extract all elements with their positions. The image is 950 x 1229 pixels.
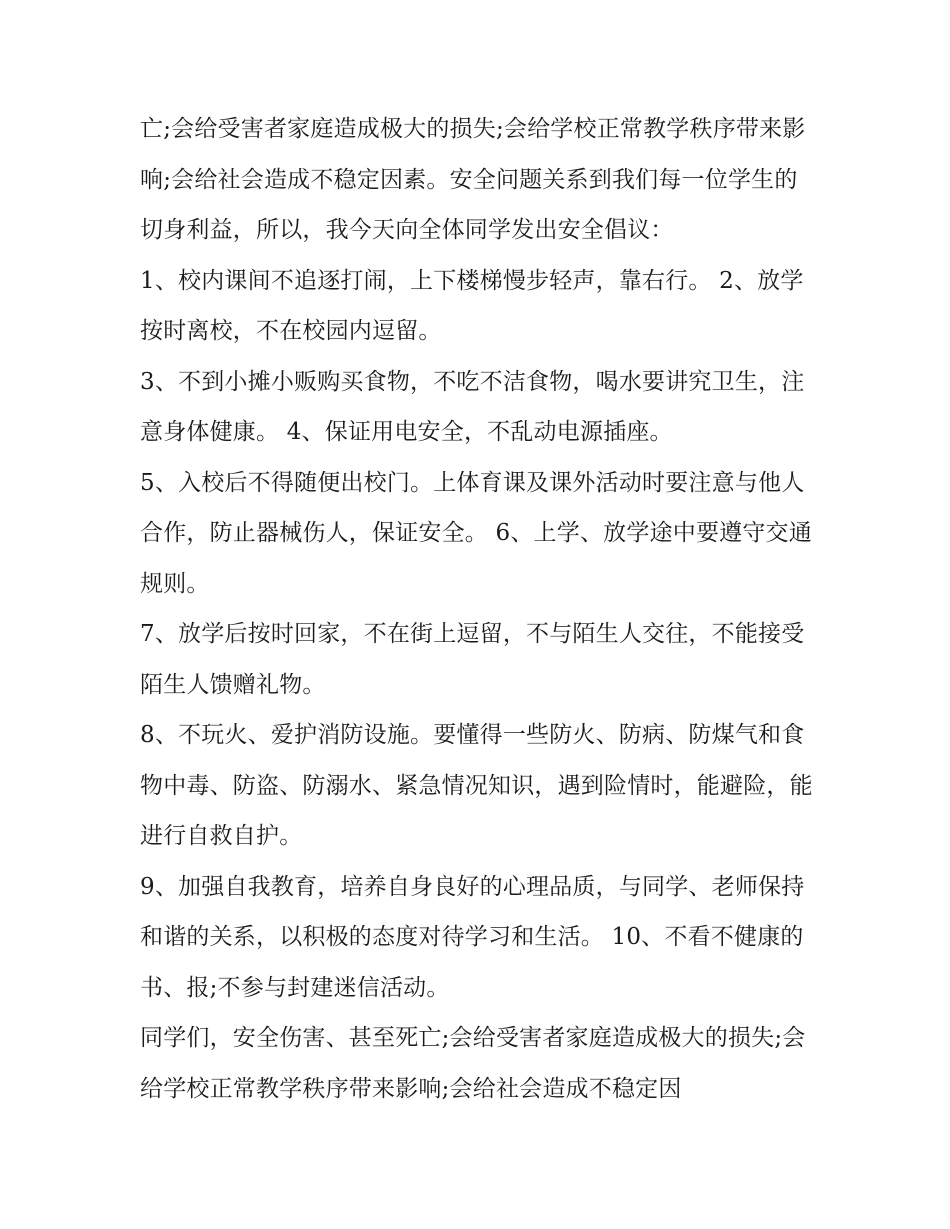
paragraph-item-7: 7、放学后按时回家，不在街上逗留，不与陌生人交往，不能接受陌生人馈赠礼物。	[140, 621, 805, 698]
paragraph-item-1-2: 1、校内课间不追逐打闹，上下楼梯慢步轻声，靠右行。 2、放学按时离校，不在校园内逗留。	[140, 267, 804, 344]
paragraph-item-3-4: 3、不到小摊小贩购买食物，不吃不洁食物，喝水要讲究卫生，注意身体健康。 4、保证用电安全，不乱动电源插座。	[140, 368, 805, 445]
paragraph-intro: 亡;会给受害者家庭造成极大的损失;会给学校正常教学秩序带来影响;会给社会造成不稳定因素。安全问题关系到我们每一位学生的切身利益，所以，我今天向全体同学发出安全倡议：	[140, 116, 806, 243]
paragraph-closing: 同学们，安全伤害、甚至死亡;会给受害者家庭造成极大的损失;会给学校正常教学秩序带来影响;会给社会造成不稳定因	[140, 1025, 806, 1102]
paragraph-item-8: 8、不玩火、爱护消防设施。要懂得一些防火、防病、防煤气和食物中毒、防盗、防溺水、紧急情况知识，遇到险情时，能避险，能进行自救自护。	[140, 722, 813, 849]
document-body	[140, 104, 820, 1114]
paragraph-item-9-10: 9、加强自我教育，培养自身良好的心理品质，与同学、老师保持和谐的关系，以积极的态度对待学习和生活。 10、不看不健康的书、报;不参与封建迷信活动。	[140, 873, 805, 1001]
paragraph-item-5-6: 5、入校后不得随便出校门。上体育课及课外活动时要注意与他人合作，防止器械伤人，保证安全。 6、上学、放学途中要遵守交通规则。	[140, 469, 812, 597]
